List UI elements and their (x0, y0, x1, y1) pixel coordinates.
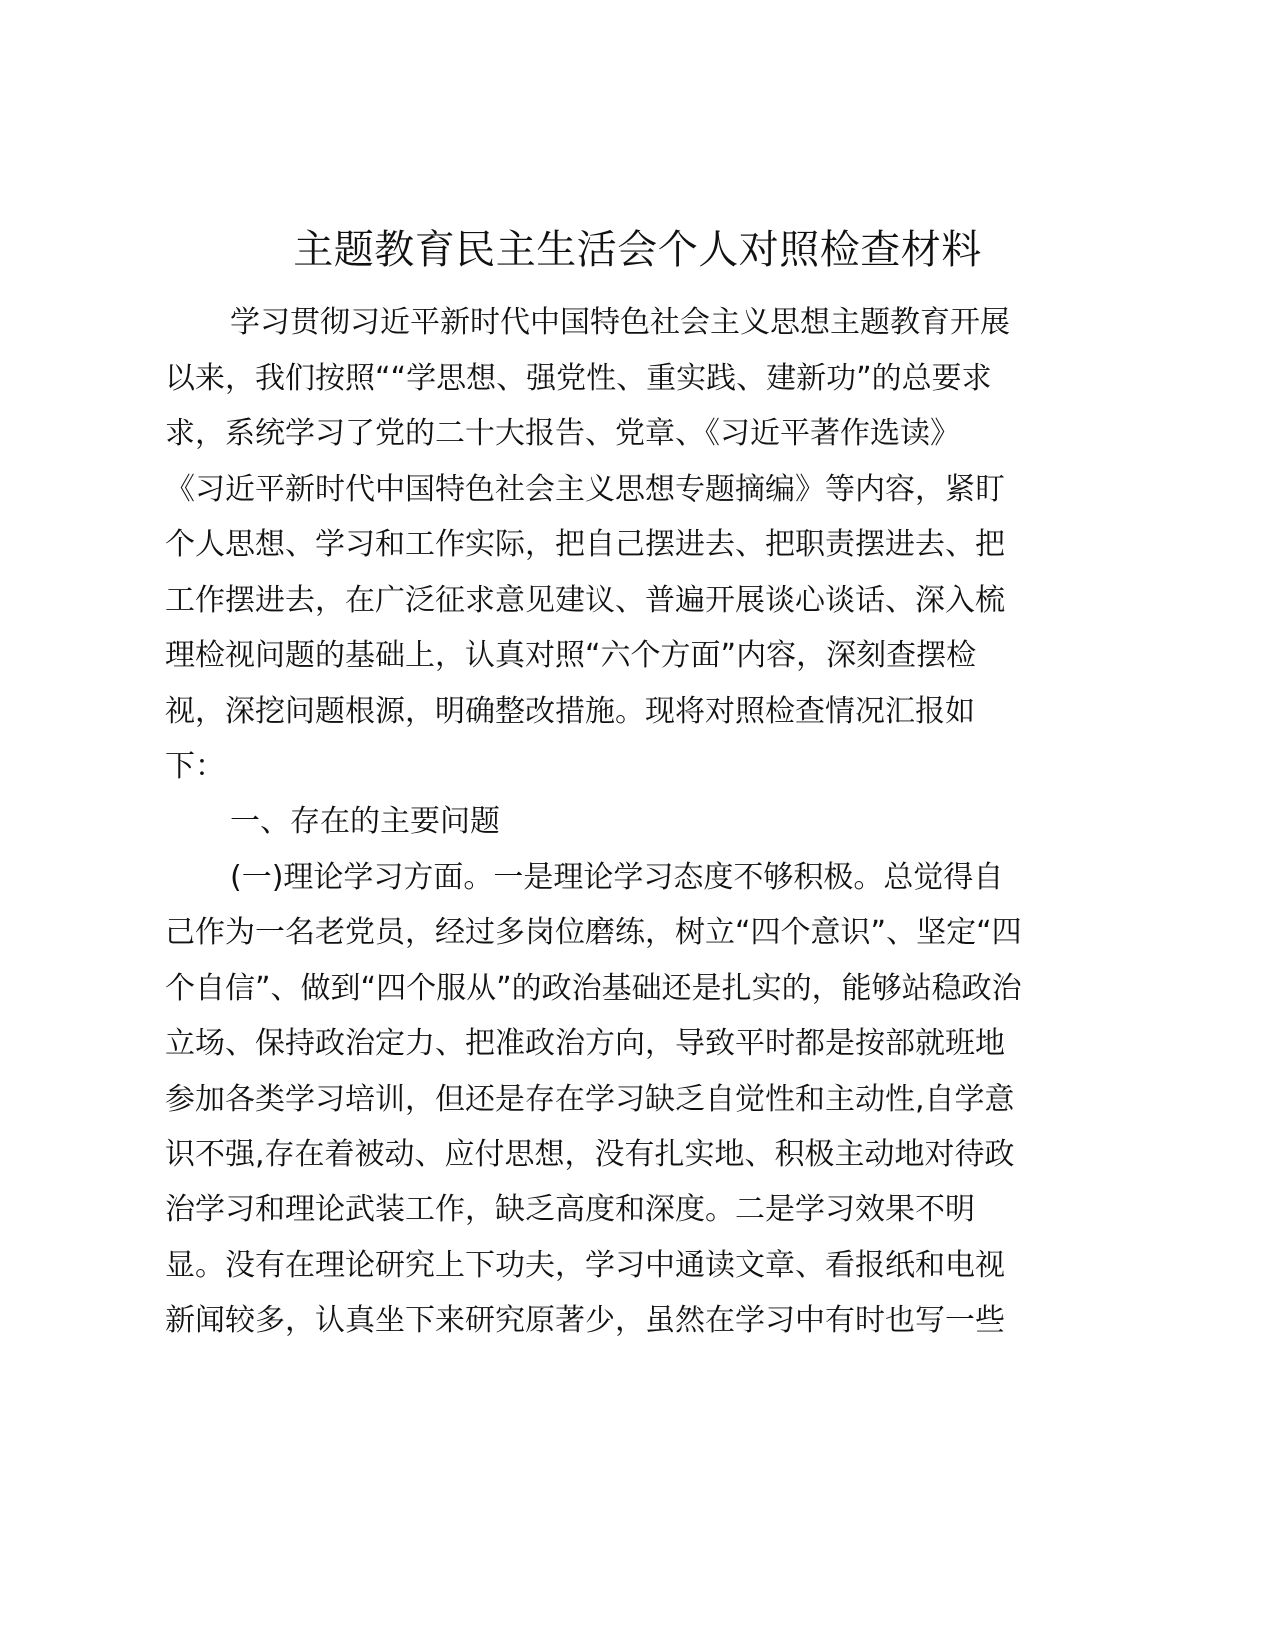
paragraph-line: 以来，我们按照““学思想、强党性、重实践、建新功”的总要求 (165, 361, 992, 396)
paragraph-line: 求，系统学习了党的二十大报告、党章、《习近平著作选读》 (165, 416, 960, 451)
paragraph-line: 下： (165, 749, 225, 784)
paragraph-line: 工作摆进去，在广泛征求意见建议、普遍开展谈心谈话、深入梳 (165, 583, 1005, 618)
paragraph-line: 视，深挖问题根源，明确整改措施。现将对照检查情况汇报如 (165, 694, 975, 729)
paragraph-line: 个人思想、学习和工作实际，把自己摆进去、把职责摆进去、把 (165, 527, 1005, 562)
paragraph-line: 显。没有在理论研究上下功夫，学习中通读文章、看报纸和电视 (165, 1248, 1005, 1283)
paragraph-line: 参加各类学习培训，但还是存在学习缺乏自觉性和主动性,自学意 (165, 1082, 1015, 1117)
paragraph-line: 治学习和理论武装工作，缺乏高度和深度。二是学习效果不明 (165, 1192, 975, 1227)
paragraph-line: 立场、保持政治定力、把准政治方向，导致平时都是按部就班地 (165, 1026, 1005, 1061)
paragraph-line: 己作为一名老党员，经过多岗位磨练，树立“四个意识”、坚定“四 (165, 915, 1022, 950)
paragraph-line: 《习近平新时代中国特色社会主义思想专题摘编》等内容，紧盯 (165, 472, 1005, 507)
section-heading: 一、存在的主要问题 (230, 804, 500, 839)
paragraph-line: (一)理论学习方面。一是理论学习态度不够积极。总觉得自 (230, 860, 1004, 895)
paragraph-line: 识不强,存在着被动、应付思想，没有扎实地、积极主动地对待政 (165, 1137, 1015, 1172)
paragraph-line: 新闻较多，认真坐下来研究原著少，虽然在学习中有时也写一些 (165, 1303, 1005, 1338)
paragraph-line: 理检视问题的基础上，认真对照“六个方面”内容，深刻查摆检 (165, 638, 977, 673)
document-title: 主题教育民主生活会个人对照检查材料 (293, 227, 982, 273)
paragraph-line: 个自信”、做到“四个服从”的政治基础还是扎实的，能够站稳政治 (165, 971, 1022, 1006)
paragraph-line: 学习贯彻习近平新时代中国特色社会主义思想主题教育开展 (230, 305, 1010, 340)
